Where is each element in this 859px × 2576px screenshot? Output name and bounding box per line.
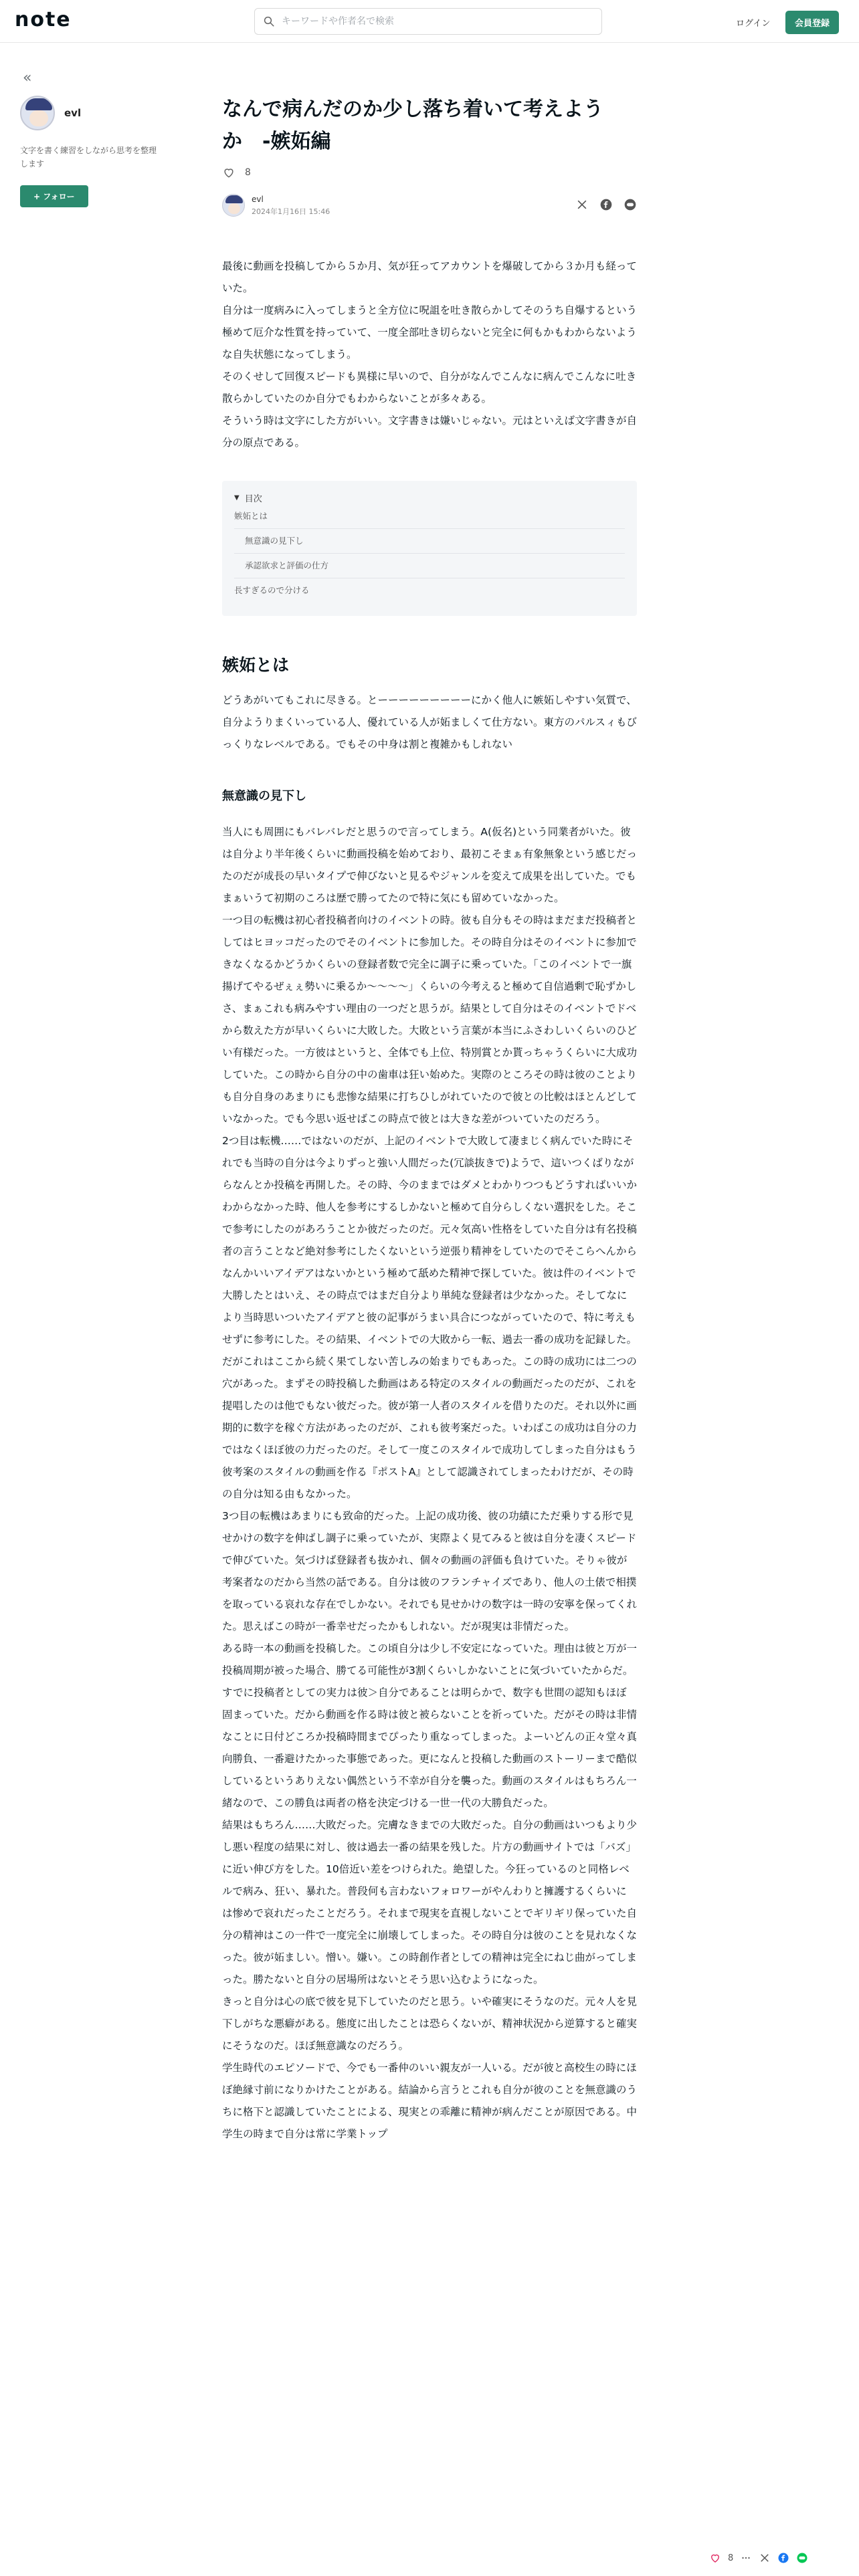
- author-name[interactable]: evl: [252, 194, 264, 204]
- facebook-share-icon[interactable]: [599, 198, 613, 211]
- body-section: [222, 821, 637, 2145]
- note-logo[interactable]: note: [15, 8, 72, 31]
- line-share-icon[interactable]: [624, 198, 637, 211]
- search-icon: [263, 15, 275, 27]
- section-paragraph: どうあがいてもこれに尽きる。とーーーーーーーーーにかく他人に嫉妬しやすい気質で、自分ようりまくいっている人、優れている人が妬ましくて仕方ない。東方のパルスィもびっくりなレベルである。でもその中身は割と複雑かもしれない: [222, 694, 638, 750]
- body-paragraph: 結果はもちろん……大敗だった。完膚なきまでの大敗だった。自分の動画はいつもより少し悪い程度の結果に対し、彼は過去一番の結果を残した。片方の動画サイトでは「バズ」に近い伸び方をした。10倍近い差をつけられた。絶望した。今狂っているのと同格レベルで病み、狂い、暴れた。普段何も言わないフォロワーがやんわりと擁護するくらいには惨めで哀れだったことだろう。それまで現実を直視しないことでギリギリ保っていた自分の精神はこの一件で一度完全に崩壊してしまった。その時自分は彼のことを見れなくなった。彼が妬ましい。憎い。嫌い。この時創作者としての精神は完全にねじ曲がってしまった。勝たないと自分の居場所はないとそう思い込むようになった。: [222, 1819, 638, 1985]
- signup-button[interactable]: 会員登録: [785, 11, 839, 34]
- heart-icon[interactable]: [709, 2552, 721, 2564]
- like-summary: [222, 166, 637, 179]
- creator-bio: 文字を書く練習をしながら思考を整理します: [20, 146, 157, 169]
- site-header: [0, 0, 859, 43]
- search-input[interactable]: [282, 16, 576, 27]
- body-paragraph: 2つ目は転機……ではないのだが、上記のイベントで大敗して凄まじく病んでいた時にそれでも当時の自分は今よりずっと強い人間だった(冗談抜きで)ようで、這いつくばりながらなんとか投稿を再開した。その時、今のままではダメとわかりつつもどうすればいいかわからなかった時、他人を参考にするしかないと極めて自分らしくない選択をした。そこで参考にしたのがあろうことか彼だったのだ。元々気高い性格をしていた自分は有名投稿者の言うことなど絶対参考にしたくないという逆張り精神をしていたのでそこらへんからなんかいいアイデアはないかという極めて舐めた精神で探していた。彼は件のイベントで大勝したとはいえ、その時点ではまだ自分より単純な登録者は少なかった。そしてなにより当時思いついたアイデアと彼の記事がうまい具合につながっていたので、特に考えもせずに参考にした。その結果、イベントでの大敗から一転、過去一番の成功を記録した。だがこれはここから続く果てしない苦しみの始まりでもあった。この時の成功には二つの穴があった。まずその時投稿した動画はある特定のスタイルの動画だったのだが、これを提唱したのは他でもない彼だった。彼が第一人者のスタイルを借りたのだ。それ以外に画期的に数字を稼ぐ方法があったのだが、これも彼考案だった。いわばこの成功は自分の力ではなくほぼ彼の力だったのだ。そして一度このスタイルで成功してしまった自分はもう彼考案のスタイルの動画を作る『ポストA』として認識されてしまったわけだが、その時の自分は知る由もなかった。: [222, 1135, 638, 1500]
- collapse-sidebar-icon[interactable]: «: [23, 70, 32, 86]
- heart-icon[interactable]: [222, 166, 235, 179]
- intro-paragraph: そのくせして回復スピードも異様に早いので、自分がなんでこんなに病んでこんなに吐き散らかしていたのか自分でもわからないことが多々ある。: [222, 370, 637, 405]
- body-paragraph: きっと自分は心の底で彼を見下していたのだと思う。いや確実にそうなのだ。元々人を見下しがちな悪癖がある。態度に出したことは恐らくないが、精神状況から逆算すると確実にそうなのだ。ほぼ無意識なのだろう。: [222, 1996, 638, 2052]
- search-box[interactable]: [254, 8, 602, 35]
- article-title: なんで病んだのか少し落ち着いて考えようか -嫉妬編: [222, 98, 603, 153]
- facebook-share-icon[interactable]: [777, 2552, 789, 2564]
- line-share-icon[interactable]: [796, 2552, 808, 2564]
- body-paragraph: ある時一本の動画を投稿した。この頃自分は少し不安定になっていた。理由は彼と万が一投稿周期が被った場合、勝てる可能性が3割くらいしかないことに気づいていたからだ。すでに投稿者としての実力は彼＞自分であることは明らかで、数字も世間の認知もほぼ固まっていた。だから動画を作る時は彼と被らないことを祈っていた。だがその時は非情なことに日付どころか投稿時間までぴったり重なってしまった。よーいどんの正々堂々真向勝負、一番避けたかった事態であった。更になんと投稿した動画のストーリーまで酷似しているというありえない偶然という不幸が自分を襲った。動画のスタイルはもちろん一緒なので、この勝負は両者の格を決定づける一世一代の大勝負だった。: [222, 1642, 638, 1809]
- intro-paragraph: 最後に動画を投稿してから５か月、気が狂ってアカウントを爆破してから３か月も経っていた。: [222, 260, 637, 294]
- toc-item[interactable]: 承認欲求と評価の仕方: [234, 554, 625, 578]
- body-paragraph: 3つ目の転機はあまりにも致命的だった。上記の成功後、彼の功績にただ乗りする形で見せかけの数字を伸ばし調子に乗っていたが、実際よく見てみると彼は自分を凄くスピードで伸びていた。気づけば登録者も抜かれ、個々の動画の評価も負けていた。そりゃ彼が考案者なのだから当然の話である。自分は彼のフランチャイズであり、他人の土俵で相撲を取っている哀れな存在でしかない。それでも見せかけの数字は一時の安寧を保ってくれた。思えばこの時が一番幸せだったかもしれない。だが現実は非情だった。: [222, 1510, 638, 1632]
- article: [222, 94, 637, 2145]
- author-avatar[interactable]: [222, 194, 245, 217]
- creator-profile[interactable]: [20, 96, 161, 130]
- intro-section: [222, 255, 637, 454]
- triangle-down-icon: ▼: [234, 494, 240, 502]
- body-paragraph: 学生時代のエピソードで、今でも一番仲のいい親友が一人いる。だが彼と高校生の時にほぼ絶縁寸前になりかけたことがある。結論から言うとこれも自分が彼のことを無意識のうちに格下と認識していたことによる、現実との乖離に精神が病んだことが原因である。中学生の時まで自分は常に学業トップ: [222, 2062, 638, 2140]
- toc-toggle[interactable]: ▼ 目次: [234, 494, 262, 504]
- avatar[interactable]: [20, 96, 55, 130]
- intro-paragraph: 自分は一度病みに入ってしまうと全方位に呪詛を吐き散らかしてそのうち自爆するという極めて厄介な性質を持っていて、一度全部吐き切らないと完全に何もかもわからないような自失状態になってしまう。: [222, 304, 638, 360]
- creator-sidebar: [20, 70, 161, 207]
- section-heading: 嫉妬とは: [222, 655, 290, 675]
- like-count: 8: [728, 2553, 734, 2563]
- toc-item[interactable]: 無意識の見下し: [234, 529, 625, 554]
- table-of-contents: [222, 481, 637, 616]
- share-buttons: [575, 198, 637, 211]
- body-paragraph: 一つ目の転機は初心者投稿者向けのイベントの時。彼も自分もその時はまだまだ投稿者としてはヒヨッコだったのでそのイベントに参加した。その時自分はそのイベントに参加できなくなるかどうかくらいの登録者数で完全に調子に乗っていた。「このイベントで一旗揚げてやるぜぇぇ勢いに乗るか～～～～」くらいの今考えると極めて自信過剰で恥ずかしさ、まぁこれも病みやすい理由の一つだと思うが。結果として自分はそのイベントでドベから数えた方が早いくらいに大敗した。大敗という言葉が本当にふさわしいくらいのひどい有様だった。一方彼はというと、全体でも上位、特別賞とか貰っちゃうくらいに大成功していた。この時から自分の中の歯車は狂い始めた。実際のところその時は彼のことよりも自分自身のあまりにも悲惨な結果に打ちひしがれていたので彼との比較はほとんどしていなかった。でも今思い返せばこの時点で彼とは大きな差がついていたのだろう。: [222, 914, 638, 1125]
- intro-paragraph: そういう時は文字にした方がいい。文字書きは嫌いじゃない。元はといえば文字書きが自分の原点である。: [222, 415, 638, 449]
- x-share-icon[interactable]: [575, 198, 589, 211]
- creator-name[interactable]: evl: [64, 107, 82, 119]
- like-count: 8: [245, 167, 251, 178]
- x-share-icon[interactable]: [759, 2552, 771, 2564]
- body-paragraph: 当人にも周囲にもバレバレだと思うので言ってしまう。A(仮名)という同業者がいた。彼は自分より半年後くらいに動画投稿を始めており、最初こそまぁ有象無象という感じだったのだが成長の早いタイプで伸びないと見るやジャンルを変えて成果を出していた。でもまぁいうて初期のころは歴で勝ってたので特に気にも留めていなかった。: [222, 826, 638, 904]
- subsection-heading: 無意識の見下し: [222, 789, 306, 803]
- more-icon[interactable]: [740, 2552, 752, 2564]
- floating-action-bar: [709, 2552, 808, 2564]
- toc-item[interactable]: 長すぎるので分ける: [234, 585, 310, 595]
- follow-button[interactable]: + フォロー: [20, 185, 88, 207]
- publish-date: 2024年1月16日 15:46: [252, 207, 330, 216]
- article-meta: [222, 194, 637, 217]
- toc-item[interactable]: 嫉妬とは: [234, 504, 625, 529]
- login-button[interactable]: ログイン: [736, 19, 771, 29]
